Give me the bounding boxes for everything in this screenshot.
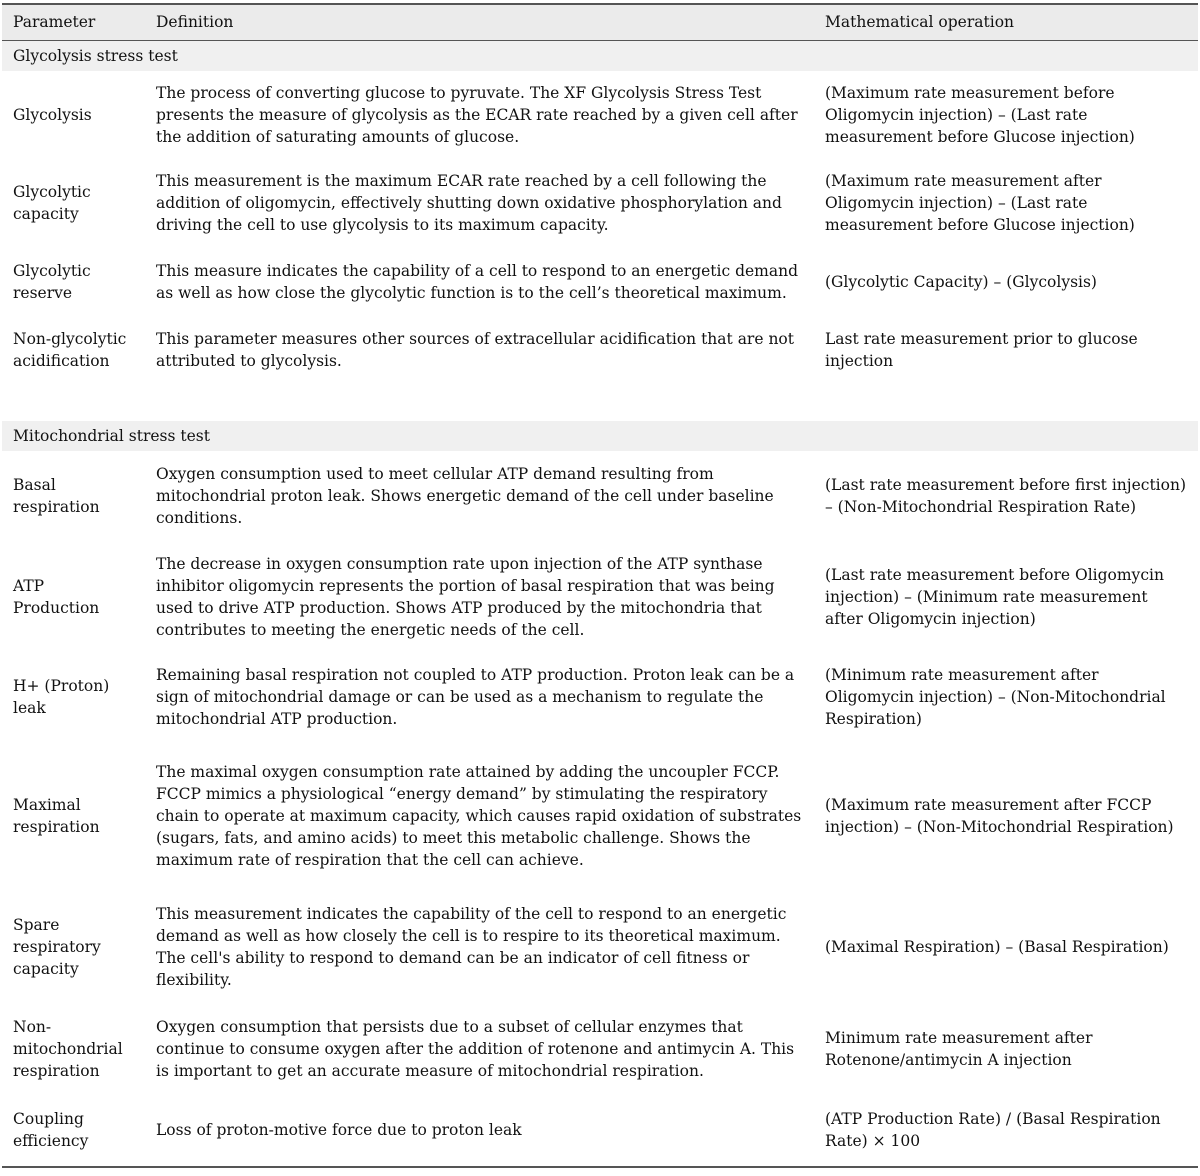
operation-cell: (Maximum rate measurement after Oligomycin injection) – (Last rate measurement before Glucose injection) [825, 171, 1135, 234]
table-body [2, 40, 1198, 1167]
table-row [2, 741, 1198, 891]
parameter-cell: Maximal respiration [13, 795, 100, 836]
table-row [2, 1003, 1198, 1095]
section-title: Glycolysis stress test [2, 40, 1198, 71]
table-row [2, 71, 1198, 159]
parameter-cell: ATP Production [13, 576, 100, 617]
operation-cell: (Maximal Respiration) – (Basal Respiration) [825, 937, 1169, 956]
column-header-operation: Mathematical operation [814, 4, 1198, 40]
definition-cell: This measure indicates the capability of a cell to respond to an energetic demand as well as how close the glycolytic function is to the cell’s theoretical maximum. [156, 261, 799, 302]
table-row [2, 541, 1198, 653]
operation-cell: (Maximum rate measurement before Oligomycin injection) – (Last rate measurement before Glucose injection) [825, 83, 1135, 146]
definition-cell: The process of converting glucose to pyruvate. The XF Glycolysis Stress Test presents the measure of glycolysis as the ECAR rate reached by a given cell after the addition of saturating amounts of glucose. [156, 83, 798, 146]
table-row [2, 317, 1198, 421]
parameter-cell: H+ (Proton) leak [13, 676, 110, 717]
table-row [2, 159, 1198, 247]
section-row-mitochondrial [2, 421, 1198, 451]
parameters-table [2, 3, 1198, 1168]
definition-cell: Loss of proton-motive force due to proton leak [145, 1095, 814, 1167]
definition-cell: This measurement is the maximum ECAR rate reached by a cell following the addition of oligomycin, effectively shutting down oxidative phosphorylation and driving the cell to use glycolysis to its maximum capacity. [156, 171, 782, 234]
definition-cell: The maximal oxygen consumption rate attained by adding the uncoupler FCCP. FCCP mimics a physiological “energy demand” by stimulating the respiratory chain to operate at maximum capacity, which causes rapid oxidation of substrates (sugars, fats, and amino acids) to meet this metabolic challenge. Shows the maximum rate of respiration that the cell can achieve. [156, 762, 802, 869]
table-row [2, 451, 1198, 541]
section-row-glycolysis [2, 40, 1198, 71]
operation-cell: (Glycolytic Capacity) – (Glycolysis) [825, 272, 1097, 291]
table-row [2, 247, 1198, 317]
operation-cell: Last rate measurement prior to glucose injection [825, 329, 1138, 370]
operation-cell: (ATP Production Rate) / (Basal Respiration Rate) × 100 [814, 1095, 1198, 1167]
operation-cell: (Last rate measurement before Oligomycin injection) – (Minimum rate measurement after Oligomycin injection) [825, 565, 1164, 628]
table-row [2, 1095, 1198, 1167]
operation-cell: (Last rate measurement before first injection) – (Non-Mitochondrial Respiration Rate) [825, 475, 1186, 516]
definition-cell: This measurement indicates the capability of the cell to respond to an energetic demand as well as how closely the cell is to respire to its theoretical maximum. The cell's ability to respond to demand can be an indicator of cell fitness or flexibility. [156, 904, 787, 989]
parameter-cell: Glycolytic capacity [13, 182, 91, 223]
parameter-cell: Non-mitochondrial respiration [13, 1017, 123, 1080]
table-row [2, 653, 1198, 741]
definition-cell: This parameter measures other sources of extracellular acidification that are not attributed to glycolysis. [156, 329, 794, 370]
definition-cell: The decrease in oxygen consumption rate upon injection of the ATP synthase inhibitor oligomycin represents the portion of basal respiration that was being used to drive ATP production. Shows ATP produced by the mitochondria that contributes to meeting the energetic needs of the cell. [156, 554, 775, 639]
parameter-cell: Glycolytic reserve [13, 261, 91, 302]
column-header-parameter: Parameter [2, 4, 145, 40]
column-header-definition: Definition [145, 4, 814, 40]
parameter-cell: Coupling efficiency [2, 1095, 145, 1167]
operation-cell: (Minimum rate measurement after Oligomycin injection) – (Non-Mitochondrial Respiration) [825, 665, 1166, 728]
parameter-cell: Non-glycolytic acidification [13, 329, 127, 370]
operation-cell: (Maximum rate measurement after FCCP injection) – (Non-Mitochondrial Respiration) [825, 795, 1174, 836]
table-header [2, 4, 1198, 40]
definition-cell: Oxygen consumption used to meet cellular ATP demand resulting from mitochondrial proton leak. Shows energetic demand of the cell under baseline conditions. [156, 464, 774, 527]
definition-cell: Remaining basal respiration not coupled to ATP production. Proton leak can be a sign of mitochondrial damage or can be used as a mechanism to regulate the mitochondrial ATP production. [156, 665, 795, 728]
parameter-cell: Spare respiratory capacity [13, 915, 101, 978]
operation-cell: Minimum rate measurement after Rotenone/antimycin A injection [825, 1028, 1093, 1069]
section-title: Mitochondrial stress test [2, 421, 1198, 451]
parameter-cell: Glycolysis [13, 105, 92, 124]
definition-cell: Oxygen consumption that persists due to a subset of cellular enzymes that continue to consume oxygen after the addition of rotenone and antimycin A. This is important to get an accurate measure of mitochondrial respiration. [156, 1017, 795, 1080]
parameter-cell: Basal respiration [13, 475, 100, 516]
table-row [2, 891, 1198, 1003]
